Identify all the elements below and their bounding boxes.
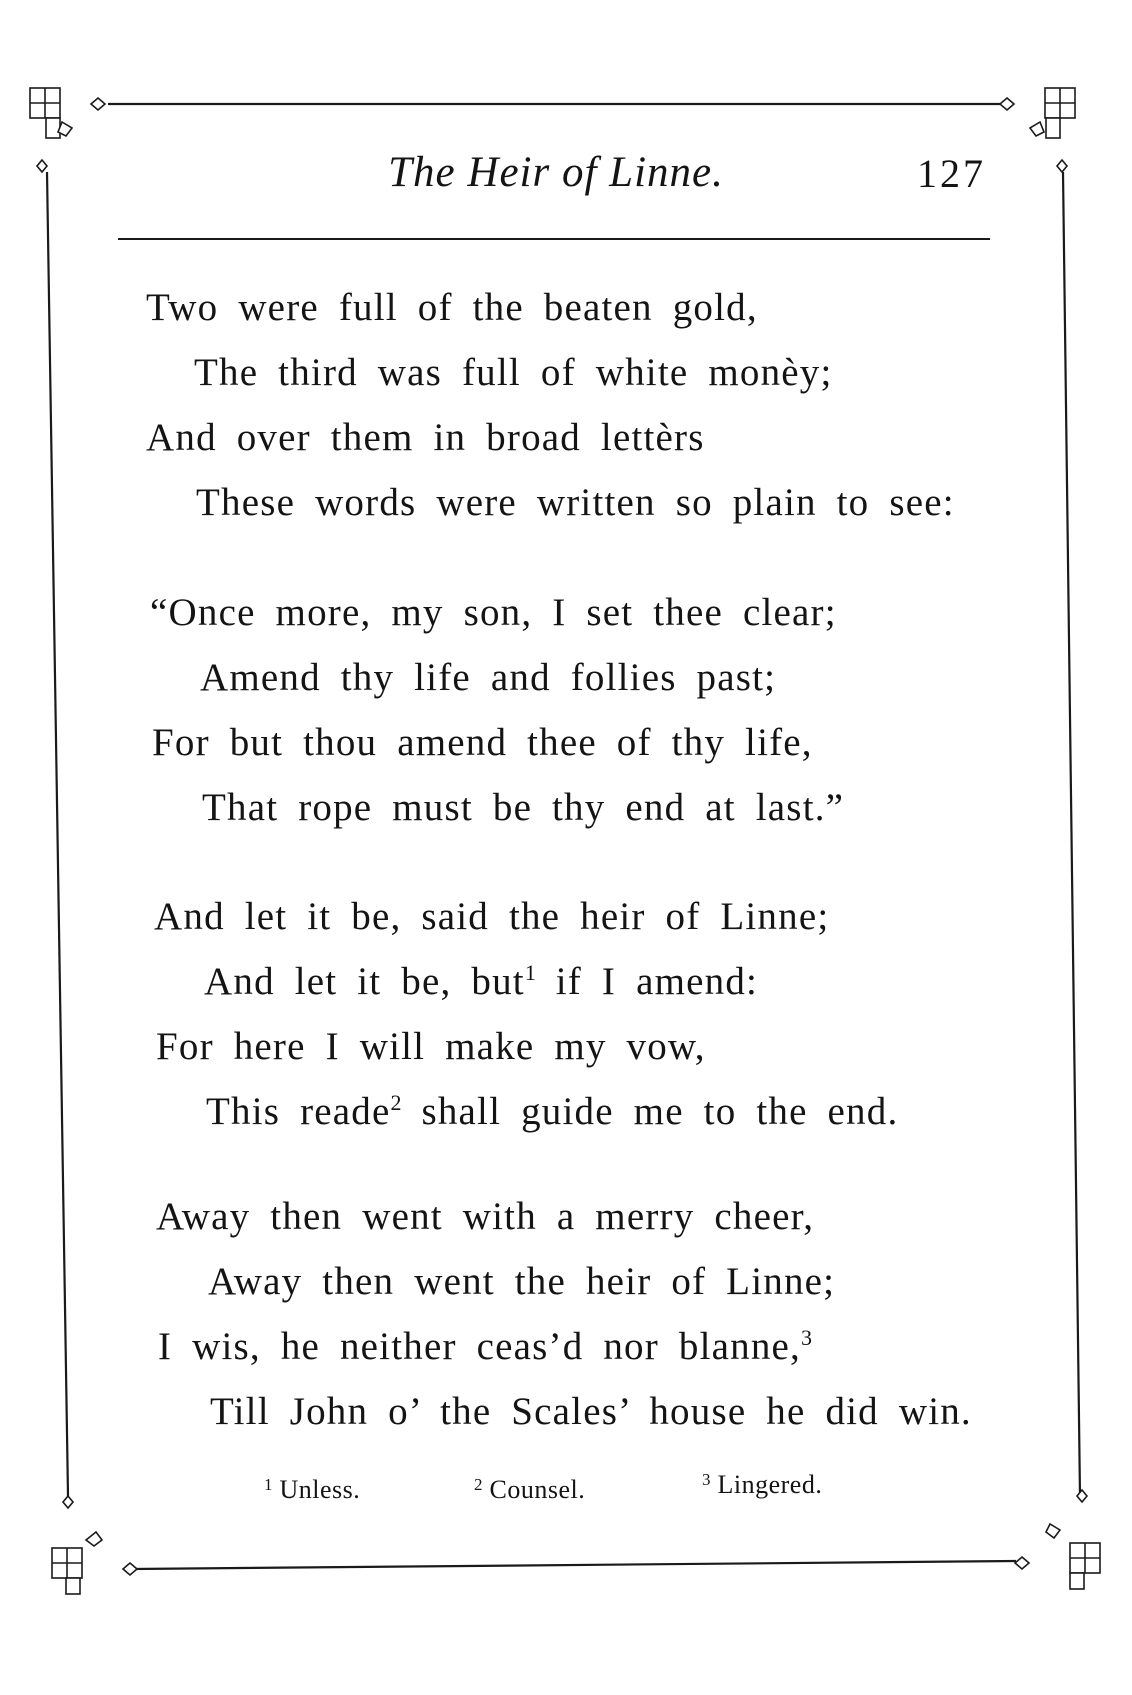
page-number: 127 <box>917 151 986 196</box>
poem-line: Two were full of the beaten gold, <box>146 286 758 329</box>
border-bottom <box>133 1561 1016 1569</box>
page-header <box>118 148 998 208</box>
footnote: $^2$ Counsel. <box>474 1475 586 1504</box>
corner-ornament-top-right <box>1000 88 1075 172</box>
poem-line: And over them in broad lettèrs <box>146 416 705 459</box>
poem-line: These words were written so plain to see: <box>196 481 955 524</box>
poem-line: And let it be, but$^1$ if I amend: <box>204 960 759 1003</box>
footnote: $^3$ Lingered. <box>702 1470 823 1499</box>
poem-line: The third was full of white monèy; <box>194 351 833 394</box>
poem-line: That rope must be thy end at last.” <box>202 786 845 829</box>
border-left <box>47 172 68 1496</box>
poem-line: I wis, he neither ceas’d nor blanne,$^3$ <box>158 1325 812 1368</box>
footnote-ref-3: 3 <box>801 1325 812 1350</box>
poem-line: Till John o’ the Scales’ house he did win. <box>210 1390 972 1433</box>
footnote-ref-2: 2 <box>390 1090 402 1115</box>
corner-ornament-bottom-right <box>1015 1490 1100 1589</box>
poem-line: For here I will make my vow, <box>156 1025 706 1068</box>
footnote-ref-1: 1 <box>524 960 536 985</box>
poem-line: “Once more, my son, I set thee clear; <box>150 591 837 634</box>
poem-line: And let it be, said the heir of Linne; <box>154 895 830 938</box>
header-rule <box>118 238 990 240</box>
poem-line: Away then went with a merry cheer, <box>156 1195 815 1238</box>
border-right <box>1063 172 1080 1496</box>
corner-ornament-bottom-left <box>52 1496 137 1594</box>
poem-line: Away then went the heir of Linne; <box>208 1260 836 1303</box>
poem-line: Amend thy life and follies past; <box>200 656 777 699</box>
footnote: $^1$ Unless. <box>264 1475 361 1504</box>
poem-line: For but thou amend thee of thy life, <box>152 721 813 764</box>
corner-ornament-top-left <box>30 88 105 172</box>
poem-line: This reade$^2$ shall guide me to the end. <box>206 1090 899 1133</box>
running-title: The Heir of Linne. <box>388 149 724 196</box>
